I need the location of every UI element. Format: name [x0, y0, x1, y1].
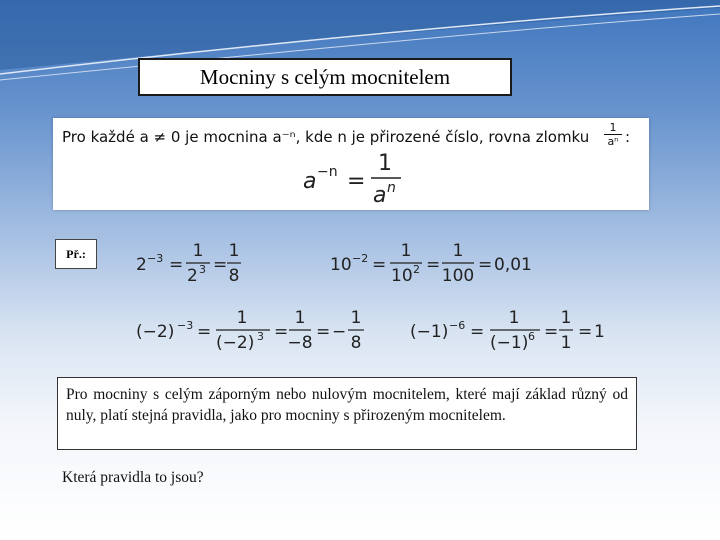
slide-title: Mocniny s celým mocnitelem	[138, 58, 512, 96]
ex2-num-2: 1	[452, 241, 464, 261]
definition-fraction-numerator: 1	[604, 121, 622, 135]
formula-denominator-base: a	[373, 183, 387, 208]
ex3-num-2: 1	[294, 308, 306, 328]
rule-text-box: Pro mocniny s celým záporným nebo nulovým mocnitelem, které mají základ různý od nuly, platí stejná pravidla, jako pro mocniny s přirozeným mocnitelem.	[57, 377, 637, 450]
ex1-den-2: 8	[228, 266, 240, 286]
ex3-base: (−2)	[136, 322, 175, 342]
ex1-base: 2	[136, 255, 147, 275]
definition-text: Pro každé a ≠ 0 je mocnina a⁻ⁿ, kde n je přirozené číslo, rovna zlomku	[62, 128, 590, 146]
example-2	[330, 240, 540, 286]
ex1-den-1-base: 2	[187, 266, 198, 286]
ex3-den-1-base: (−2)	[216, 333, 255, 353]
definition-fraction-denominator: aⁿ	[607, 135, 619, 148]
ex4-den-1-exponent: 6	[528, 330, 535, 343]
ex4-num-1: 1	[508, 308, 520, 328]
ex3-exponent: −3	[177, 319, 194, 332]
ex2-num-1: 1	[400, 241, 412, 261]
formula-equals: =	[347, 169, 366, 194]
ex2-equals-2: =	[426, 255, 441, 275]
formula-numerator: 1	[378, 151, 392, 176]
example-label: Př.:	[55, 239, 97, 269]
ex1-den-1-exponent: 3	[199, 263, 206, 276]
formula-denominator-exponent: n	[387, 180, 396, 196]
ex3-den-1-exponent: 3	[257, 330, 264, 343]
ex4-equals-1: =	[470, 322, 485, 342]
definition-formula	[301, 150, 411, 206]
question-text: Která pravidla to jsou?	[62, 469, 204, 486]
ex1-num-2: 1	[228, 241, 240, 261]
definition-box	[53, 118, 649, 210]
ex4-base: (−1)	[410, 322, 449, 342]
ex3-equals-3: =	[316, 322, 331, 342]
formula-lhs-base: a	[303, 169, 317, 194]
ex2-den-1-base: 10	[391, 266, 413, 286]
ex1-exponent: −3	[147, 252, 164, 265]
ex2-base: 10	[330, 255, 352, 275]
ex2-equals-1: =	[372, 255, 387, 275]
ex4-num-2: 1	[560, 308, 572, 328]
ex4-den-1-base: (−1)	[490, 333, 529, 353]
ex2-result: 0,01	[494, 255, 532, 275]
ex3-equals-2: =	[274, 322, 289, 342]
ex2-equals-3: =	[478, 255, 493, 275]
ex1-equals-2: =	[213, 255, 228, 275]
ex4-den-2: 1	[560, 333, 572, 353]
ex3-equals-1: =	[197, 322, 212, 342]
example-4	[410, 306, 610, 354]
ex1-equals-1: =	[169, 255, 184, 275]
ex3-den-2: −8	[287, 333, 313, 353]
ex4-equals-3: =	[578, 322, 593, 342]
ex4-exponent: −6	[449, 319, 466, 332]
ex3-minus: −	[332, 322, 347, 342]
definition-colon: :	[625, 128, 631, 146]
ex3-den-3: 8	[350, 333, 362, 353]
ex3-num-3: 1	[350, 308, 362, 328]
ex2-exponent: −2	[352, 252, 369, 265]
ex2-den-2: 100	[441, 266, 475, 286]
definition-fraction	[604, 121, 622, 148]
ex3-num-1: 1	[236, 308, 248, 328]
ex1-num-1: 1	[192, 241, 204, 261]
example-3	[136, 306, 366, 354]
ex4-result: 1	[594, 322, 605, 342]
formula-lhs-exponent: −n	[317, 164, 338, 180]
ex2-den-1-exponent: 2	[413, 263, 420, 276]
ex4-equals-2: =	[544, 322, 559, 342]
example-1	[136, 240, 266, 286]
